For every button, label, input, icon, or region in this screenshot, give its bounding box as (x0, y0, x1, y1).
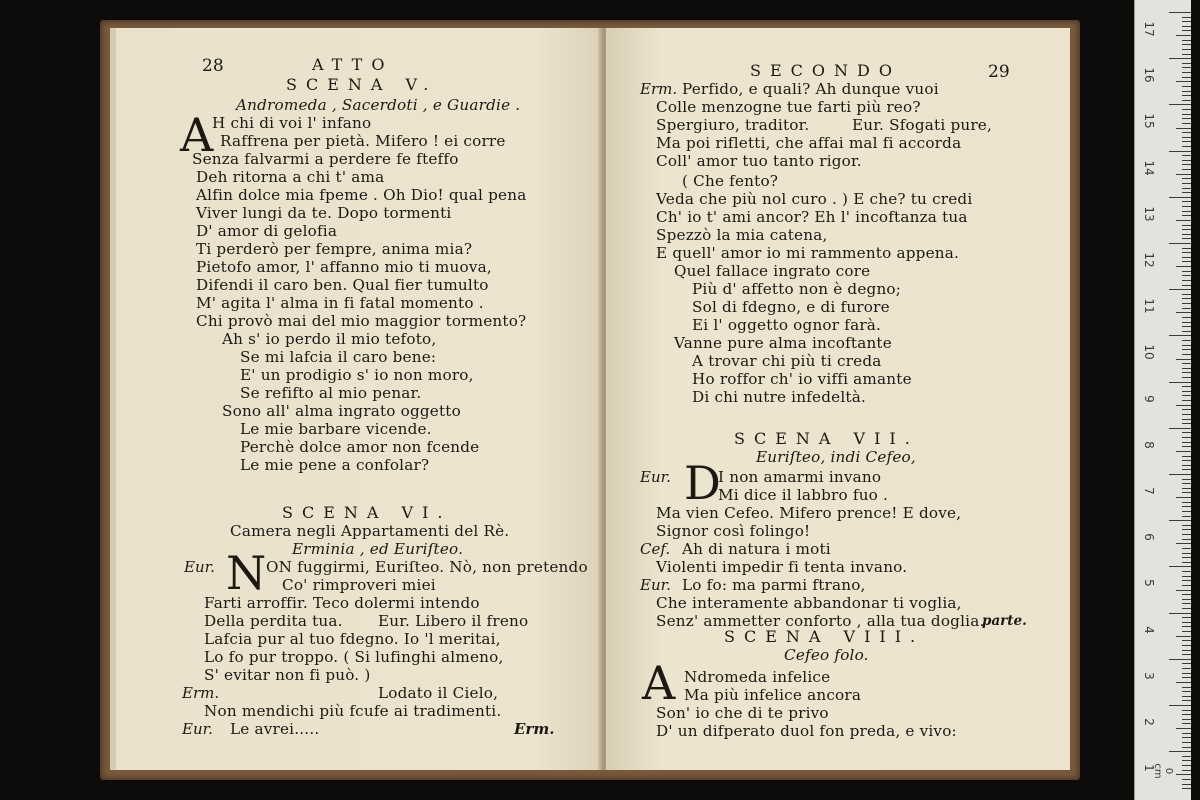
ruler-tick (1176, 359, 1191, 360)
right-page (606, 28, 1070, 770)
verse-line: Lo fo: ma parmi ftrano, (682, 576, 866, 594)
ruler-tick (1182, 322, 1191, 323)
verse-line: Ch' io t' ami ancor? Eh l' incoftanza tua (656, 208, 968, 226)
ruler-tick (1182, 640, 1191, 641)
verse-line: Chi provò mai del mio maggior tormento? (196, 312, 527, 330)
ruler-tick (1182, 442, 1191, 443)
verse-line: Lafcia pur al tuo fdegno. Io 'l meritai, (204, 630, 501, 648)
ruler-tick (1182, 257, 1191, 258)
ruler-tick (1182, 206, 1191, 207)
ruler-tick (1169, 613, 1191, 614)
ruler-tick (1182, 409, 1191, 410)
verse-line: Se refifto al mio penar. (240, 384, 422, 402)
ruler-tick (1182, 465, 1191, 466)
verse-line: A trovar chi più ti creda (692, 352, 882, 370)
scene-heading: SCENA VII. (734, 429, 919, 448)
verse-line: Ma più infelice ancora (684, 686, 862, 704)
ruler-tick (1182, 460, 1191, 461)
ruler-tick (1176, 312, 1191, 313)
ruler-number: 12 (1142, 252, 1156, 268)
ruler-tick (1182, 599, 1191, 600)
ruler-tick (1182, 114, 1191, 115)
scene-characters: Andromeda , Sacerdoti , e Guardie . (236, 96, 521, 114)
ruler-tick (1176, 636, 1191, 637)
ruler-tick (1182, 238, 1191, 239)
ruler-number: 13 (1142, 206, 1156, 222)
ruler-tick (1182, 77, 1191, 78)
ruler-unit-label: 0 cm (1152, 763, 1174, 779)
ruler-tick (1169, 428, 1191, 429)
verse-line: S' evitar non fi può. ) (204, 666, 371, 684)
ruler-tick (1182, 211, 1191, 212)
ruler-tick (1182, 118, 1191, 119)
ruler-tick (1176, 174, 1191, 175)
scene-heading: SCENA V. (286, 75, 438, 94)
verse-line: Spezzò la mia catena, (656, 226, 828, 244)
drop-cap: D (684, 456, 721, 510)
ruler-tick (1182, 534, 1191, 535)
ruler-tick (1169, 659, 1191, 660)
ruler-tick (1182, 779, 1191, 780)
ruler-tick (1182, 252, 1191, 253)
ruler-number: 17 (1142, 21, 1156, 37)
verse-line: Son' io che di te privo (656, 704, 829, 722)
verse-line: ( Che fento? (682, 172, 779, 190)
ruler-number: 10 (1142, 344, 1156, 361)
ruler-tick (1182, 687, 1191, 688)
ruler-number: 14 (1142, 159, 1156, 176)
verse-line: Ei l' oggetto ognor farà. (692, 316, 882, 334)
verse-line: M' agita l' alma in fi fatal momento . (196, 294, 484, 312)
verse-line: Ah s' io perdo il mio tefoto, (222, 330, 437, 348)
verse-line: Lodato il Cielo, (378, 684, 499, 702)
ruler-tick (1182, 30, 1191, 31)
ruler-tick (1182, 225, 1191, 226)
verse-line: Ho roffor ch' io viffi amante (692, 370, 912, 388)
scene-characters: Euriſteo, indi Cefeo, (756, 448, 916, 466)
verse-line: Eur. Sfogati pure, (852, 116, 993, 134)
ruler-tick (1182, 234, 1191, 235)
verse-line: Non mendichi più fcufe ai tradimenti. (204, 702, 502, 720)
ruler-number: 1 (1142, 764, 1156, 772)
ruler-tick (1182, 414, 1191, 415)
scene-heading: SCENA VI. (282, 503, 452, 522)
ruler-tick (1182, 770, 1191, 771)
ruler-tick (1182, 294, 1191, 295)
drop-cap: N (226, 546, 267, 600)
ruler-tick (1182, 760, 1191, 761)
ruler-tick (1182, 765, 1191, 766)
ruler-tick (1182, 650, 1191, 651)
speaker-label: Erm. (182, 684, 220, 702)
verse-line: Senza falvarmi a perdere fe fteffo (192, 150, 459, 168)
ruler-tick (1182, 91, 1191, 92)
verse-line: Perfido, e quali? Ah dunque vuoi (682, 80, 939, 98)
ruler-tick (1182, 391, 1191, 392)
ruler-tick (1182, 372, 1191, 373)
ruler-tick (1182, 26, 1191, 27)
verse-line: Pietofo amor, l' affanno mio ti muova, (196, 258, 492, 276)
catchword: Erm. (514, 720, 555, 738)
ruler-tick (1182, 603, 1191, 604)
ruler-tick (1182, 345, 1191, 346)
verse-line: Signor così folingo! (656, 522, 811, 540)
verse-line: Coll' amor tuo tanto rigor. (656, 152, 862, 170)
verse-line: Della perdita tua. (204, 612, 343, 630)
ruler-tick (1169, 104, 1191, 105)
ruler-tick (1182, 275, 1191, 276)
ruler-tick (1169, 243, 1191, 244)
verse-line: Quel fallace ingrato core (674, 262, 871, 280)
ruler-tick (1182, 183, 1191, 184)
ruler-tick (1176, 774, 1191, 775)
ruler-tick (1182, 17, 1191, 18)
verse-line: Eur. Libero il freno (378, 612, 529, 630)
ruler-tick (1182, 511, 1191, 512)
ruler-tick (1182, 123, 1191, 124)
ruler-tick (1182, 492, 1191, 493)
ruler-tick (1182, 21, 1191, 22)
ruler-number: 5 (1142, 579, 1156, 588)
verse-line: Farti arroffir. Teco dolermi intendo (204, 594, 480, 612)
ruler-tick (1182, 469, 1191, 470)
ruler-tick (1169, 58, 1191, 59)
ruler-tick (1182, 261, 1191, 262)
ruler-tick (1182, 67, 1191, 68)
verse-line: Deh ritorna a chi t' ama (196, 168, 385, 186)
ruler-tick (1182, 49, 1191, 50)
ruler-tick (1182, 673, 1191, 674)
ruler-tick (1182, 696, 1191, 697)
ruler-number: 3 (1142, 671, 1156, 680)
verse-line: Viver lungi da te. Dopo tormenti (196, 204, 452, 222)
ruler-tick (1182, 529, 1191, 530)
ruler-tick (1182, 525, 1191, 526)
ruler-tick (1182, 502, 1191, 503)
drop-cap: A (180, 108, 214, 162)
ruler-tick (1182, 571, 1191, 572)
verse-line: ON fuggirmi, Euriſteo. Nò, non pretendo (266, 558, 588, 576)
ruler-tick (1182, 331, 1191, 332)
verse-line: Raffrena per pietà. Mifero ! ei corre (220, 132, 506, 150)
verse-line: Veda che più nol curo . ) E che? tu credi (656, 190, 973, 208)
ruler-tick (1182, 557, 1191, 558)
ruler-tick (1182, 248, 1191, 249)
verse-line: Spergiuro, traditor. (656, 116, 810, 134)
verse-line: Sono all' alma ingrato oggetto (222, 402, 461, 420)
ruler-tick (1182, 456, 1191, 457)
ruler-tick (1182, 432, 1191, 433)
ruler-tick (1169, 566, 1191, 567)
ruler-tick (1182, 354, 1191, 355)
ruler-tick (1182, 419, 1191, 420)
ruler-tick (1182, 72, 1191, 73)
ruler-tick (1182, 201, 1191, 202)
ruler-number: 8 (1142, 440, 1156, 449)
speaker-label: Eur. (640, 576, 671, 594)
ruler-tick (1182, 141, 1191, 142)
ruler-tick (1176, 728, 1191, 729)
ruler-tick (1182, 377, 1191, 378)
ruler-tick (1182, 285, 1191, 286)
ruler-tick (1182, 423, 1191, 424)
speaker-label: Erm. (640, 80, 678, 98)
verse-line: Ma vien Cefeo. Mifero prence! E dove, (656, 504, 962, 522)
running-head-right: SECONDO (750, 61, 901, 80)
verse-line: Sol di fdegno, e di furore (692, 298, 890, 316)
ruler-tick (1182, 280, 1191, 281)
ruler-tick (1182, 506, 1191, 507)
ruler-tick (1182, 395, 1191, 396)
ruler-tick (1182, 585, 1191, 586)
ruler-tick (1182, 733, 1191, 734)
ruler-number: 7 (1142, 487, 1156, 495)
ruler-tick (1176, 497, 1191, 498)
ruler-tick (1182, 617, 1191, 618)
ruler-tick (1182, 298, 1191, 299)
verse-line: Senz' ammetter conforto , alla tua doglia. (656, 612, 985, 630)
page-number-left: 28 (202, 56, 224, 76)
ruler-tick (1169, 751, 1191, 752)
ruler-tick (1176, 405, 1191, 406)
ruler-tick (1182, 710, 1191, 711)
ruler-tick (1182, 86, 1191, 87)
ruler-tick (1182, 723, 1191, 724)
ruler-tick (1182, 663, 1191, 664)
ruler-tick (1176, 682, 1191, 683)
verse-line: Di chi nutre infedeltà. (692, 388, 866, 406)
verse-line: E quell' amor io mi rammento appena. (656, 244, 960, 262)
ruler-tick (1182, 132, 1191, 133)
ruler-tick (1182, 386, 1191, 387)
ruler-tick (1182, 155, 1191, 156)
verse-line: E' un prodigio s' io non moro, (240, 366, 474, 384)
verse-line: Le mie pene a confolar? (240, 456, 430, 474)
ruler-tick (1169, 151, 1191, 152)
ruler-tick (1182, 784, 1191, 785)
ruler-tick (1182, 539, 1191, 540)
verse-line: Colle menzogne tue farti più reo? (656, 98, 921, 116)
ruler-tick (1182, 516, 1191, 517)
verse-line: Ma poi rifletti, che affai mal fi accorda (656, 134, 962, 152)
ruler-tick (1182, 40, 1191, 41)
ruler-tick (1182, 146, 1191, 147)
verse-line: Mi dice il labbro fuo . (718, 486, 889, 504)
ruler-tick (1182, 714, 1191, 715)
ruler-tick (1169, 382, 1191, 383)
ruler-tick (1176, 451, 1191, 452)
ruler-tick (1182, 169, 1191, 170)
ruler-tick (1182, 594, 1191, 595)
ruler-tick (1182, 100, 1191, 101)
ruler-tick (1182, 446, 1191, 447)
ruler-tick (1182, 317, 1191, 318)
ruler-tick (1182, 479, 1191, 480)
ruler-tick (1182, 737, 1191, 738)
verse-line: D' un difperato duol fon preda, e vivo: (656, 722, 957, 740)
ruler-tick (1182, 742, 1191, 743)
ruler-tick (1182, 188, 1191, 189)
ruler-tick (1182, 178, 1191, 179)
verse-line: I non amarmi invano (718, 468, 882, 486)
verse-line: Co' rimproveri miei (282, 576, 436, 594)
ruler-tick (1182, 363, 1191, 364)
ruler-tick (1169, 335, 1191, 336)
scene-characters: Erminia , ed Euriſteo. (292, 540, 464, 558)
verse-line: H chi di voi l' infano (212, 114, 372, 132)
ruler-tick (1182, 691, 1191, 692)
ruler-tick (1169, 197, 1191, 198)
ruler-number: 16 (1142, 67, 1156, 83)
verse-line: Alfin dolce mia fpeme . Oh Dio! qual pena (196, 186, 527, 204)
ruler-tick (1182, 164, 1191, 165)
ruler-tick (1182, 700, 1191, 701)
ruler-tick (1176, 220, 1191, 221)
ruler-tick (1182, 677, 1191, 678)
ruler-tick (1182, 400, 1191, 401)
ruler-tick (1176, 266, 1191, 267)
ruler-tick (1182, 63, 1191, 64)
ruler-tick (1169, 474, 1191, 475)
ruler-tick (1182, 215, 1191, 216)
ruler-tick (1182, 483, 1191, 484)
ruler-tick (1182, 349, 1191, 350)
verse-line: Che interamente abbandonar ti voglia, (656, 594, 962, 612)
verse-line: Violenti impedir fi tenta invano. (656, 558, 908, 576)
ruler-tick (1182, 645, 1191, 646)
ruler-number: 4 (1142, 625, 1156, 634)
ruler-tick (1182, 580, 1191, 581)
left-page (110, 28, 610, 770)
ruler-tick (1176, 35, 1191, 36)
ruler-number: 9 (1142, 394, 1156, 403)
verse-line: Se mi lafcia il caro bene: (240, 348, 437, 366)
ruler-tick (1182, 368, 1191, 369)
ruler-number: 15 (1142, 113, 1156, 130)
ruler-tick (1182, 54, 1191, 55)
ruler-tick (1182, 719, 1191, 720)
ruler-tick (1169, 520, 1191, 521)
verse-line: Vanne pure alma incoftante (674, 334, 892, 352)
ruler-tick (1182, 548, 1191, 549)
ruler-tick (1182, 95, 1191, 96)
ruler-tick (1182, 622, 1191, 623)
ruler-tick (1176, 543, 1191, 544)
ruler-tick (1176, 81, 1191, 82)
ruler-tick (1182, 788, 1191, 789)
scene-characters: Cefeo folo. (784, 646, 869, 664)
ruler-number: 11 (1142, 298, 1156, 314)
ruler-tick (1182, 608, 1191, 609)
ruler-tick (1182, 271, 1191, 272)
ruler-tick (1182, 488, 1191, 489)
ruler-tick (1182, 756, 1191, 757)
speaker-label: Eur. (640, 468, 671, 486)
speaker-label: Cef. (640, 540, 671, 558)
scene-heading: SCENA VIII. (724, 627, 925, 646)
ruler-tick (1182, 192, 1191, 193)
ruler-tick (1182, 109, 1191, 110)
ruler-tick (1182, 137, 1191, 138)
verse-line: Le mie barbare vicende. (240, 420, 432, 438)
ruler-number: 2 (1142, 718, 1156, 726)
verse-line: Perchè dolce amor non fcende (240, 438, 480, 456)
running-head-left: ATTO (312, 55, 394, 74)
ruler-tick (1176, 590, 1191, 591)
verse-line: Lo fo pur troppo. ( Si lufinghi almeno, (204, 648, 504, 666)
ruler-tick (1182, 668, 1191, 669)
page-number-right: 29 (988, 62, 1010, 82)
stage-direction: parte. (982, 613, 1027, 629)
verse-line: Ti perderò per fempre, anima mia? (196, 240, 473, 258)
drop-cap: A (642, 656, 676, 710)
ruler-tick (1182, 303, 1191, 304)
speaker-label: Eur. (184, 558, 215, 576)
ruler-tick (1182, 229, 1191, 230)
ruler-tick (1182, 160, 1191, 161)
verse-line: Più d' affetto non è degno; (692, 280, 902, 298)
verse-line: Ndromeda infelice (684, 668, 831, 686)
ruler-tick (1182, 437, 1191, 438)
ruler-tick (1182, 631, 1191, 632)
verse-line: Difendi il caro ben. Qual fier tumulto (196, 276, 489, 294)
ruler-tick (1182, 654, 1191, 655)
ruler-tick (1182, 626, 1191, 627)
measuring-ruler (1134, 0, 1191, 800)
ruler-tick (1169, 12, 1191, 13)
ruler-tick (1182, 576, 1191, 577)
ruler-number: 6 (1142, 533, 1156, 541)
ruler-tick (1169, 705, 1191, 706)
ruler-tick (1182, 326, 1191, 327)
ruler-tick (1182, 308, 1191, 309)
speaker-label: Eur. (182, 720, 213, 738)
ruler-tick (1169, 289, 1191, 290)
scene-setting: Camera negli Appartamenti del Rè. (230, 522, 510, 540)
ruler-tick (1182, 562, 1191, 563)
ruler-tick (1176, 128, 1191, 129)
ruler-tick (1182, 340, 1191, 341)
ruler-tick (1182, 747, 1191, 748)
ruler-tick (1182, 44, 1191, 45)
ruler-tick (1182, 553, 1191, 554)
verse-line: Ah di natura i moti (682, 540, 831, 558)
verse-line: Le avrei..... (230, 720, 320, 738)
verse-line: D' amor di gelofia (196, 222, 338, 240)
